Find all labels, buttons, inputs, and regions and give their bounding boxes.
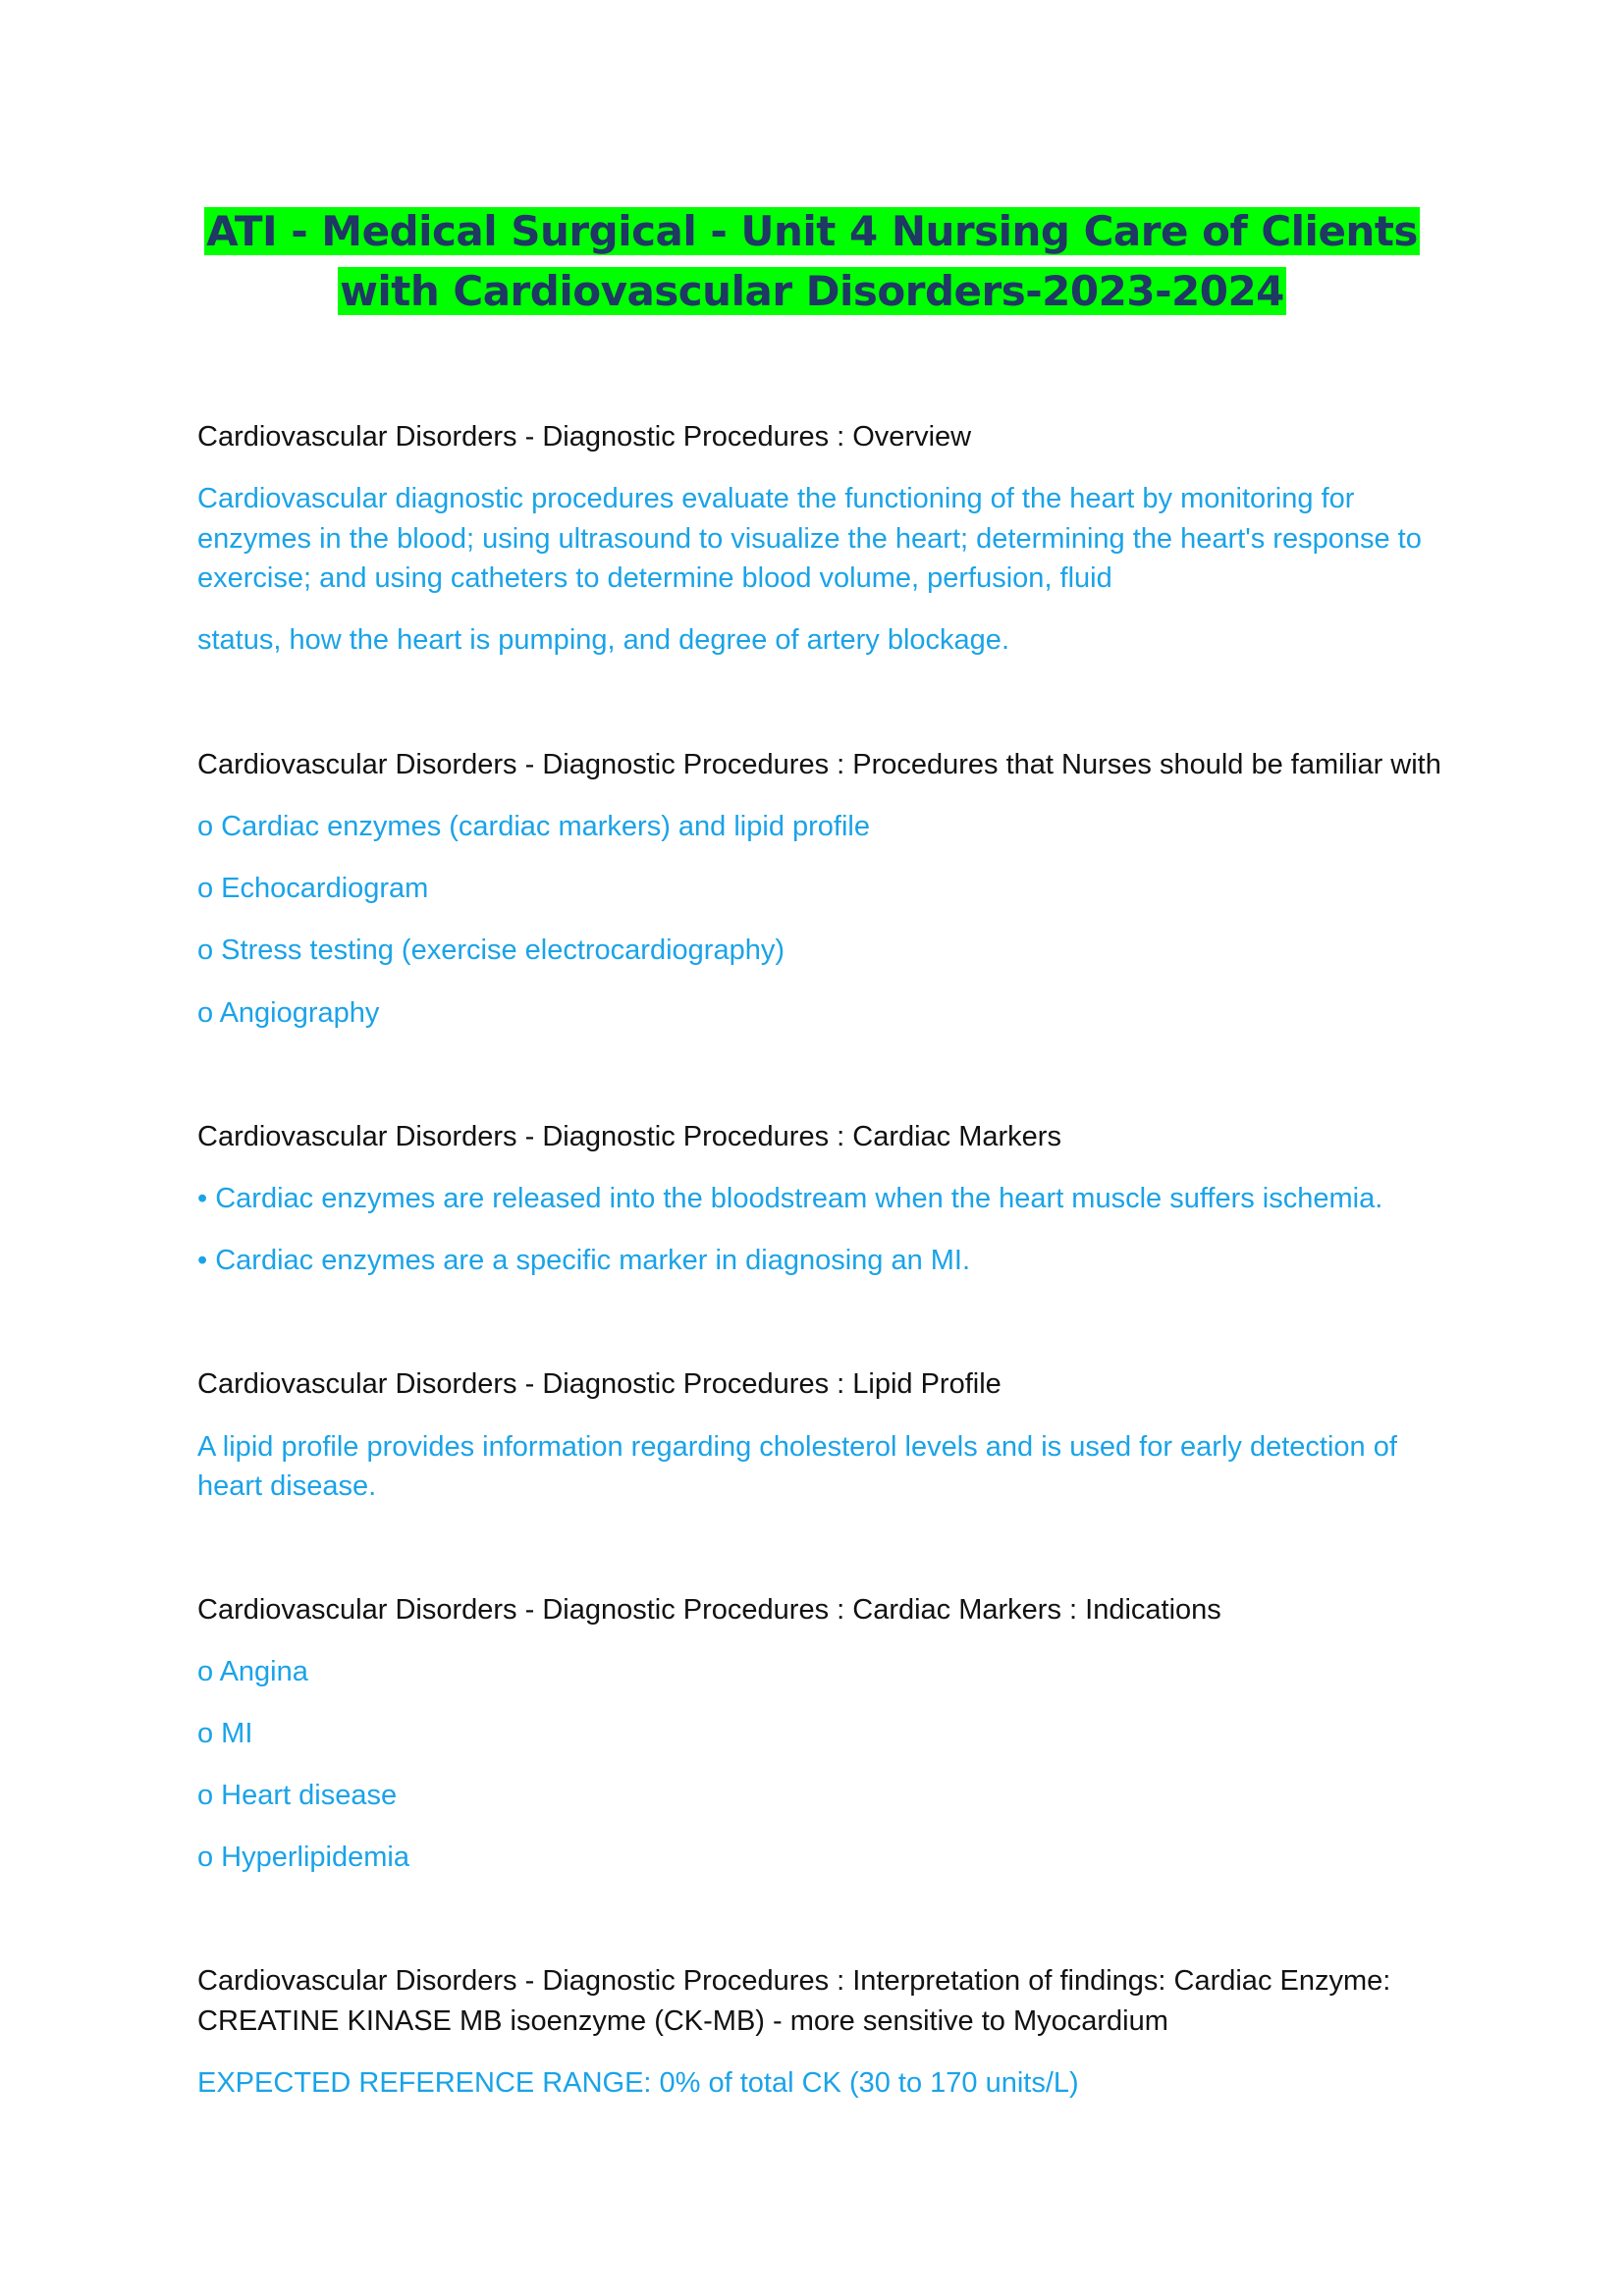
question-interpretation: Cardiovascular Disorders - Diagnostic Procedures : Interpretation of findings: Cardiac Enzyme: bbox=[197, 1965, 1391, 1997]
answer-line: exercise; and using catheters to determine blood volume, perfusion, fluid bbox=[197, 562, 1112, 594]
question-overview: Cardiovascular Disorders - Diagnostic Procedures : Overview bbox=[197, 421, 972, 453]
answer-line: status, how the heart is pumping, and degree of artery blockage. bbox=[197, 624, 1009, 656]
list-item: o MI bbox=[197, 1718, 253, 1749]
bullet-item: • Cardiac enzymes are released into the bloodstream when the heart muscle suffers ischemia. bbox=[197, 1183, 1383, 1214]
question-procedures: Cardiovascular Disorders - Diagnostic Procedures : Procedures that Nurses should be familiar with bbox=[197, 749, 1441, 780]
list-item: o Stress testing (exercise electrocardiography) bbox=[197, 934, 785, 966]
title-line-2: with Cardiovascular Disorders-2023-2024 bbox=[340, 267, 1284, 315]
document-title bbox=[0, 201, 1624, 321]
list-item: o Angina bbox=[197, 1656, 308, 1687]
question-lipid-profile: Cardiovascular Disorders - Diagnostic Procedures : Lipid Profile bbox=[197, 1368, 1001, 1400]
question-indications: Cardiovascular Disorders - Diagnostic Procedures : Cardiac Markers : Indications bbox=[197, 1594, 1221, 1626]
answer-line: heart disease. bbox=[197, 1470, 377, 1502]
list-item: o Heart disease bbox=[197, 1780, 398, 1811]
answer-line: enzymes in the blood; using ultrasound to visualize the heart; determining the heart's response to bbox=[197, 523, 1422, 555]
list-item: o Echocardiogram bbox=[197, 873, 429, 904]
bullet-item: • Cardiac enzymes are a specific marker in diagnosing an MI. bbox=[197, 1245, 971, 1276]
list-item: o Cardiac enzymes (cardiac markers) and lipid profile bbox=[197, 811, 870, 842]
list-item: o Hyperlipidemia bbox=[197, 1842, 409, 1873]
list-item: o Angiography bbox=[197, 997, 380, 1029]
title-line-1: ATI - Medical Surgical - Unit 4 Nursing Care of Clients bbox=[206, 207, 1418, 255]
answer-line: Cardiovascular diagnostic procedures evaluate the functioning of the heart by monitoring for bbox=[197, 483, 1355, 514]
question-interpretation-cont: CREATINE KINASE MB isoenzyme (CK-MB) - more sensitive to Myocardium bbox=[197, 2005, 1168, 2037]
reference-range: EXPECTED REFERENCE RANGE: 0% of total CK (30 to 170 units/L) bbox=[197, 2067, 1079, 2099]
answer-line: A lipid profile provides information regarding cholesterol levels and is used for early detection of bbox=[197, 1431, 1397, 1463]
question-cardiac-markers: Cardiovascular Disorders - Diagnostic Procedures : Cardiac Markers bbox=[197, 1121, 1061, 1152]
